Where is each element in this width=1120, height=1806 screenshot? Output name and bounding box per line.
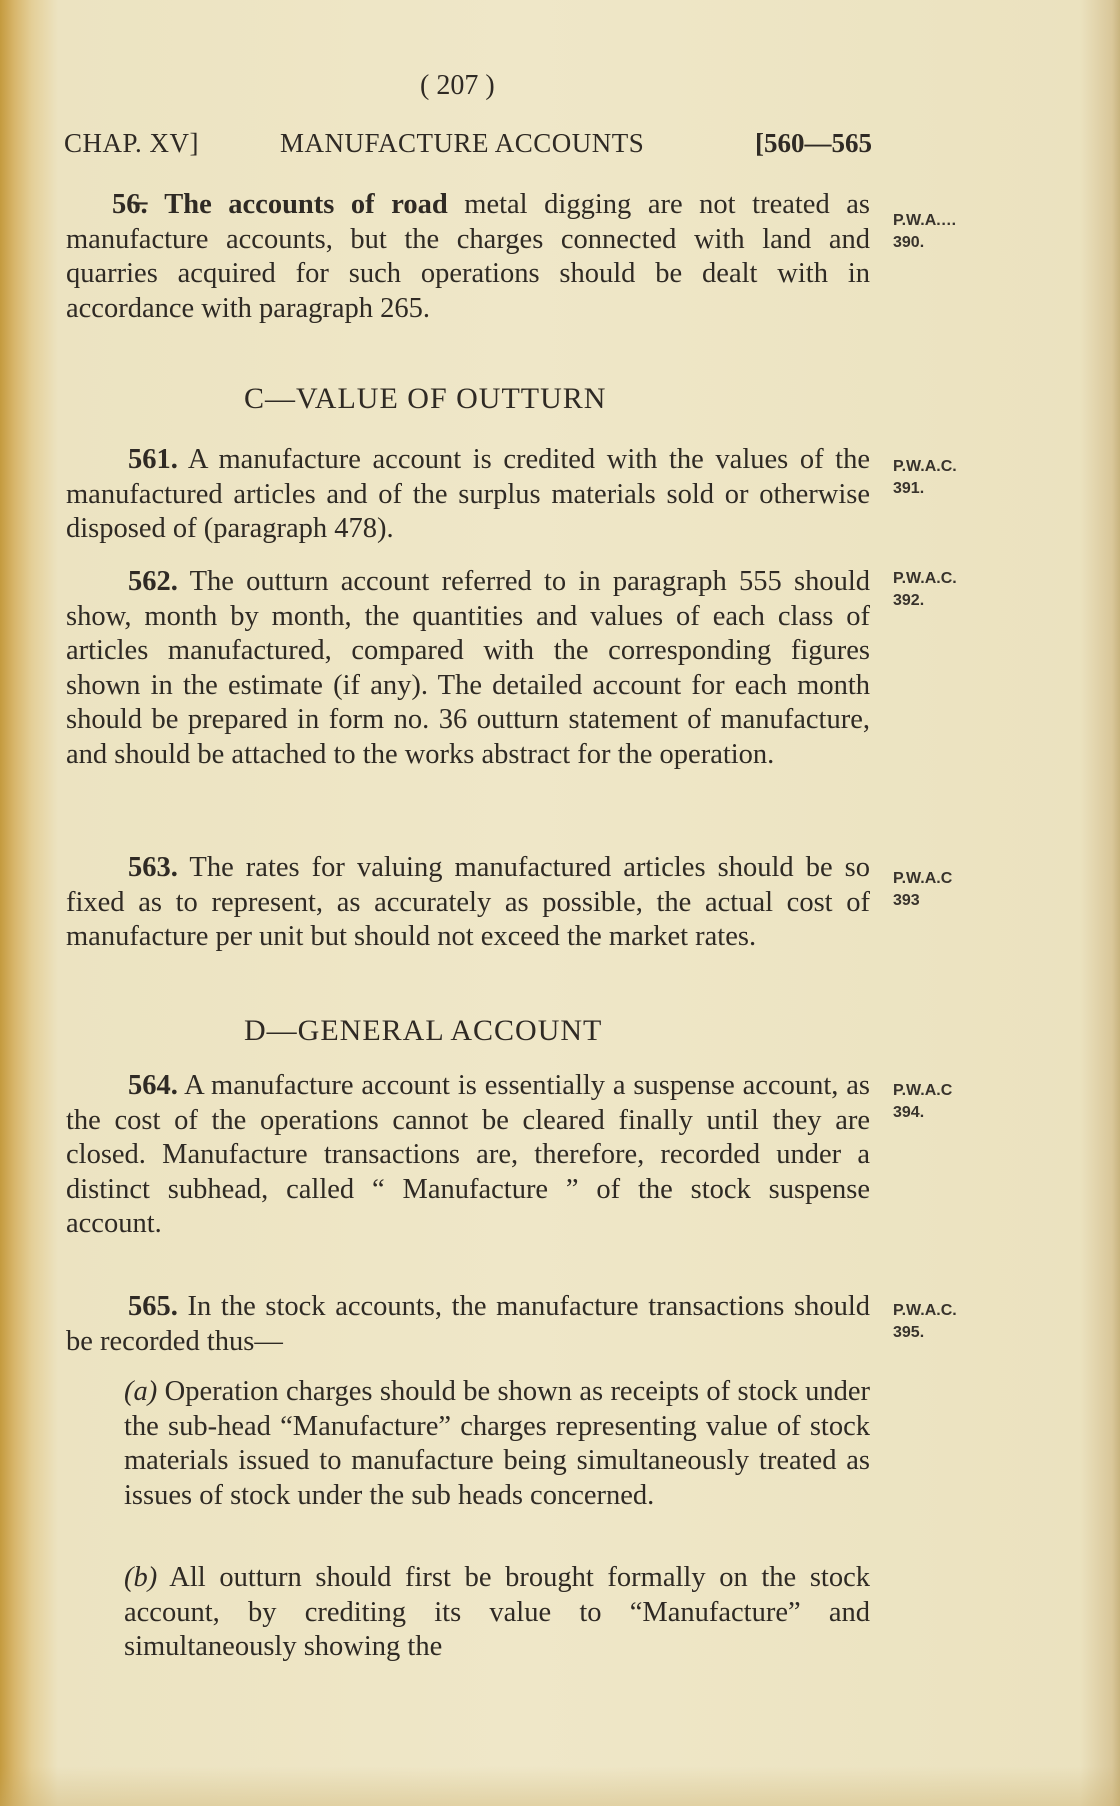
margin-reference-562 xyxy=(893,568,1003,612)
margin-ref-label: P.W.A.… xyxy=(893,212,957,229)
margin-ref-number: 392. xyxy=(893,592,925,609)
margin-ref-number: 393 xyxy=(893,892,920,909)
margin-ref-number: 395. xyxy=(893,1324,925,1341)
margin-ref-number: 394. xyxy=(893,1104,925,1121)
clause-a xyxy=(124,1375,870,1513)
paragraph-number: 563. xyxy=(128,852,178,883)
paragraph-565 xyxy=(66,1290,870,1359)
margin-reference-565 xyxy=(893,1300,1003,1344)
running-title: MANUFACTURE ACCOUNTS xyxy=(280,128,645,158)
paragraph-text: A manufacture account is essentially a suspense account, as the cost of the operations cannot be cleared finally until they are closed. Manufacture transactions are, therefore, recorded under a distinct subhead, called “ Manufacture ” of the stock suspense account. xyxy=(66,1070,870,1239)
margin-ref-label: P.W.A.C xyxy=(893,1082,953,1099)
margin-ref-label: P.W.A.C. xyxy=(893,570,957,587)
clause-marker: (a) xyxy=(124,1376,158,1407)
margin-reference-563 xyxy=(893,868,1003,912)
margin-ref-label: P.W.A.C. xyxy=(893,458,957,475)
clause-b xyxy=(124,1561,870,1665)
margin-reference-564 xyxy=(893,1080,1003,1124)
margin-ref-number: 390. xyxy=(893,234,925,251)
page-number: ( 207 ) xyxy=(420,70,495,101)
paragraph-562 xyxy=(66,565,870,772)
paragraph-number: 564. xyxy=(128,1070,178,1101)
clause-marker: (b) xyxy=(124,1562,158,1593)
paragraph-564 xyxy=(66,1069,870,1242)
paragraph-number: 565. xyxy=(128,1291,178,1322)
paragraph-text: The rates for valuing manufactured articles should be so fixed as to represent, as accurately as possible, the actual cost of manufacture per unit but should not exceed the market rates. xyxy=(66,852,870,952)
paragraph-text: A manufacture account is credited with the values of the manufactured articles and of the surplus materials sold or otherwise disposed of (paragraph 478). xyxy=(66,444,870,544)
paragraph-number: 561. xyxy=(128,444,178,475)
margin-reference-560 xyxy=(893,210,1003,254)
clause-text: Operation charges should be shown as receipts of stock under the sub-head “Manufacture” charges representing value of stock materials issued to manufacture being simultaneously treated as issues of stock under the sub heads concerned. xyxy=(124,1376,870,1511)
paragraph-range: [560—565 xyxy=(755,128,872,158)
margin-ref-label: P.W.A.C. xyxy=(893,1302,957,1319)
paragraph-text: In the stock accounts, the manufacture transactions should be recorded thus— xyxy=(66,1291,870,1357)
clause-text: All outturn should first be brought formally on the stock account, by crediting its value to “Manufacture” and simultaneously showing the xyxy=(124,1562,870,1662)
margin-ref-label: P.W.A.C xyxy=(893,870,953,887)
paragraph-number: 562. xyxy=(128,566,178,597)
section-heading-c: C—VALUE OF OUTTURN xyxy=(244,382,607,415)
margin-ref-number: 391. xyxy=(893,480,925,497)
paragraph-text: metal digging are not treated as manufacture accounts, but the charges connected with land and quarries acquired for such operations should be dealt with in accordance with paragraph 265. xyxy=(66,189,871,324)
margin-reference-561 xyxy=(893,456,1003,500)
section-heading-d: D—GENERAL ACCOUNT xyxy=(244,1014,603,1047)
chapter-header: CHAP. XV] xyxy=(64,128,200,158)
paragraph-560 xyxy=(66,188,870,326)
paragraph-lead: The accounts of road xyxy=(164,189,448,220)
paragraph-563 xyxy=(66,851,870,955)
paragraph-number: 56̶. xyxy=(112,189,148,220)
paragraph-561 xyxy=(66,443,870,547)
paragraph-text: The outturn account referred to in paragraph 555 should show, month by month, the quantities and values of each class of articles manufactured, compared with the corresponding figures shown in the estimate (if any). The detailed account for each month should be prepared in form no. 36 outturn statement of manufacture, and should be attached to the works abstract for the operation. xyxy=(66,566,870,770)
